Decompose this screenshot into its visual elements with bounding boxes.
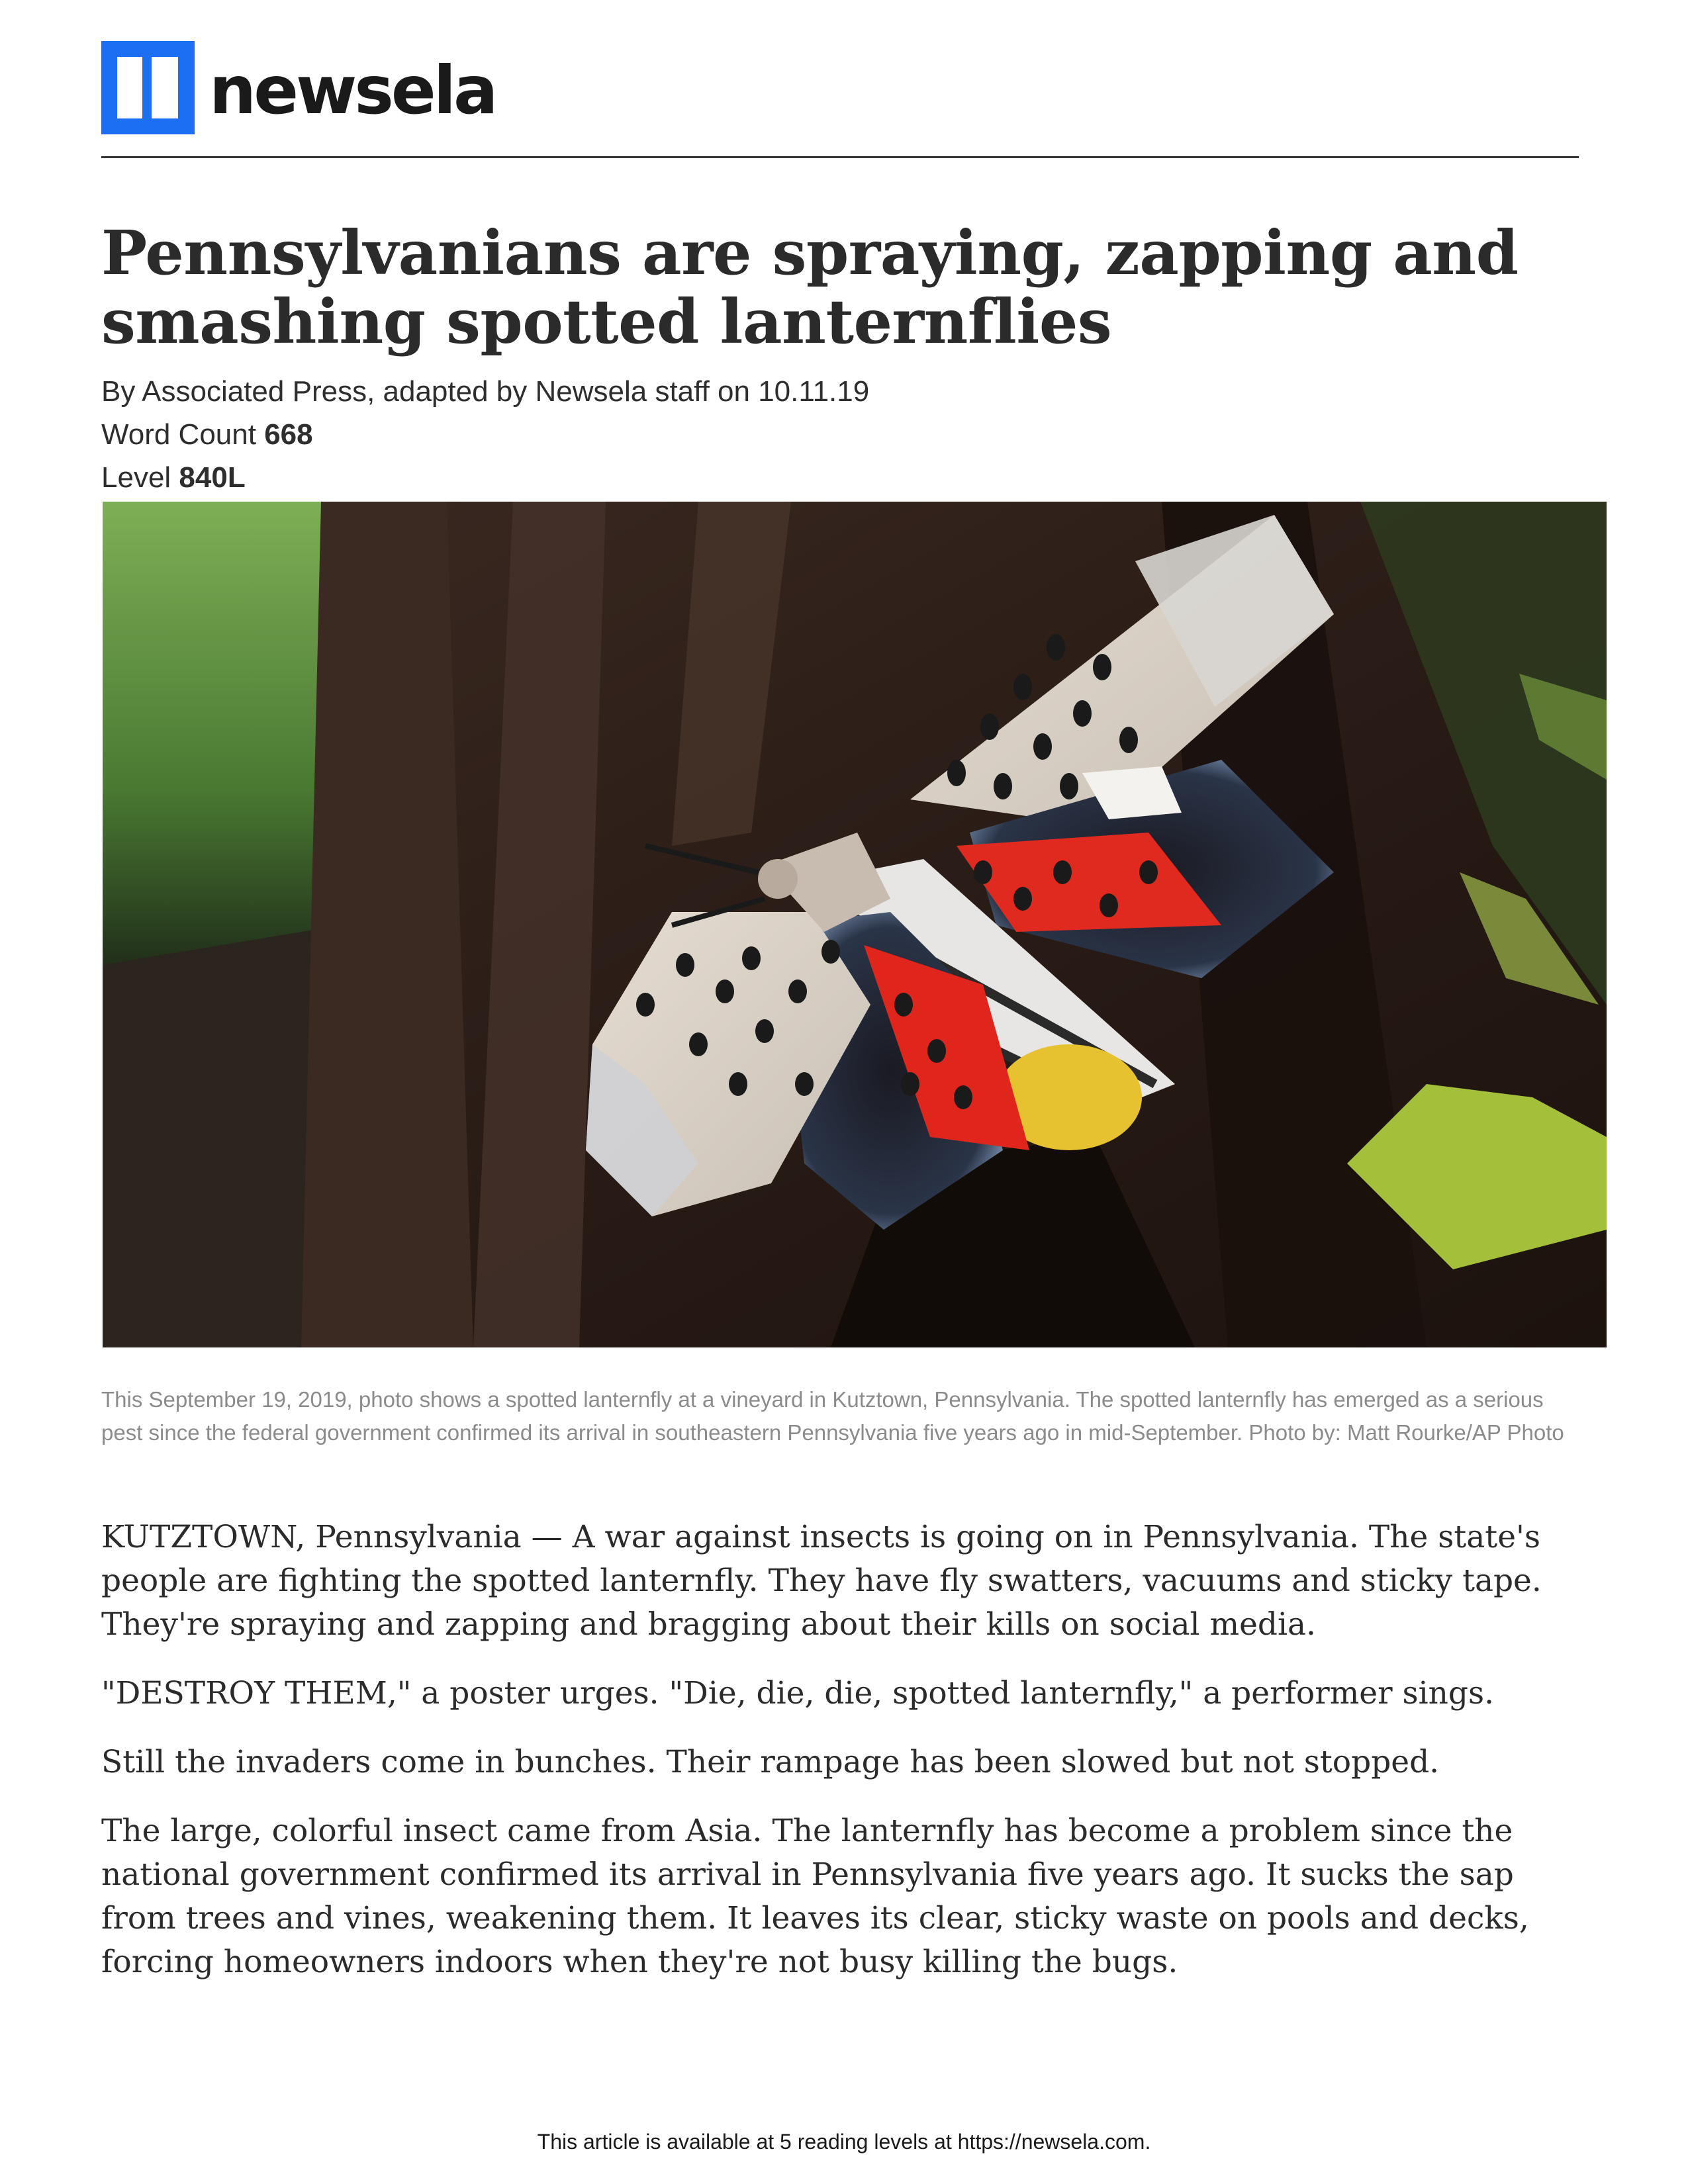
body-paragraph: KUTZTOWN, Pennsylvania — A war against insects is going on in Pennsylvania. The state's people are fighting the spotted lanternfly. They have fly swatters, vacuums and sticky tape. They're spraying and zapping and bragging about their kills on social media. [101, 1519, 1542, 1643]
newsela-logo-wordmark: newsela [209, 51, 496, 129]
reading-level-label: Level [101, 461, 171, 494]
body-paragraph: The large, colorful insect came from Asia. The lanternfly has become a problem since the national government confirmed its arrival in Pennsylvania five years ago. It sucks the sap from trees and vines, weakening them. It leaves its clear, sticky waste on pools and decks, forcing homeowners indoors when they're not busy killing the bugs. [101, 1813, 1529, 1980]
photo-caption: This September 19, 2019, photo shows a spotted lanternfly at a vineyard in Kutztown, Pennsylvania. The spotted lanternfly has emerged as a serious pest since the federal government confirmed its arrival in southeastern Pennsylvania five years ago in mid-September. Photo by: Matt Rourke/AP Photo [101, 1387, 1564, 1445]
word-count-value: 668 [264, 418, 313, 451]
word-count [101, 418, 313, 451]
article-byline: By Associated Press, adapted by Newsela staff on 10.11.19 [101, 375, 870, 408]
header-divider [101, 156, 1579, 158]
word-count-label: Word Count [101, 418, 256, 451]
newsela-logo-mark [101, 41, 195, 134]
article-body [101, 1516, 1579, 2009]
body-paragraph: Still the invaders come in bunches. Their rampage has been slowed but not stopped. [101, 1744, 1440, 1780]
reading-level [101, 461, 246, 494]
reading-level-value: 840L [179, 461, 246, 494]
article-photo [103, 502, 1607, 1347]
page-footer: This article is available at 5 reading levels at https://newsela.com. [537, 2130, 1151, 2154]
article-title: Pennsylvanians are spraying, zapping and smashing spotted lanternflies [101, 217, 1519, 357]
newsela-logo[interactable] [101, 41, 496, 134]
body-paragraph: "DESTROY THEM," a poster urges. "Die, die, die, spotted lanternfly," a performer sings. [101, 1675, 1495, 1711]
